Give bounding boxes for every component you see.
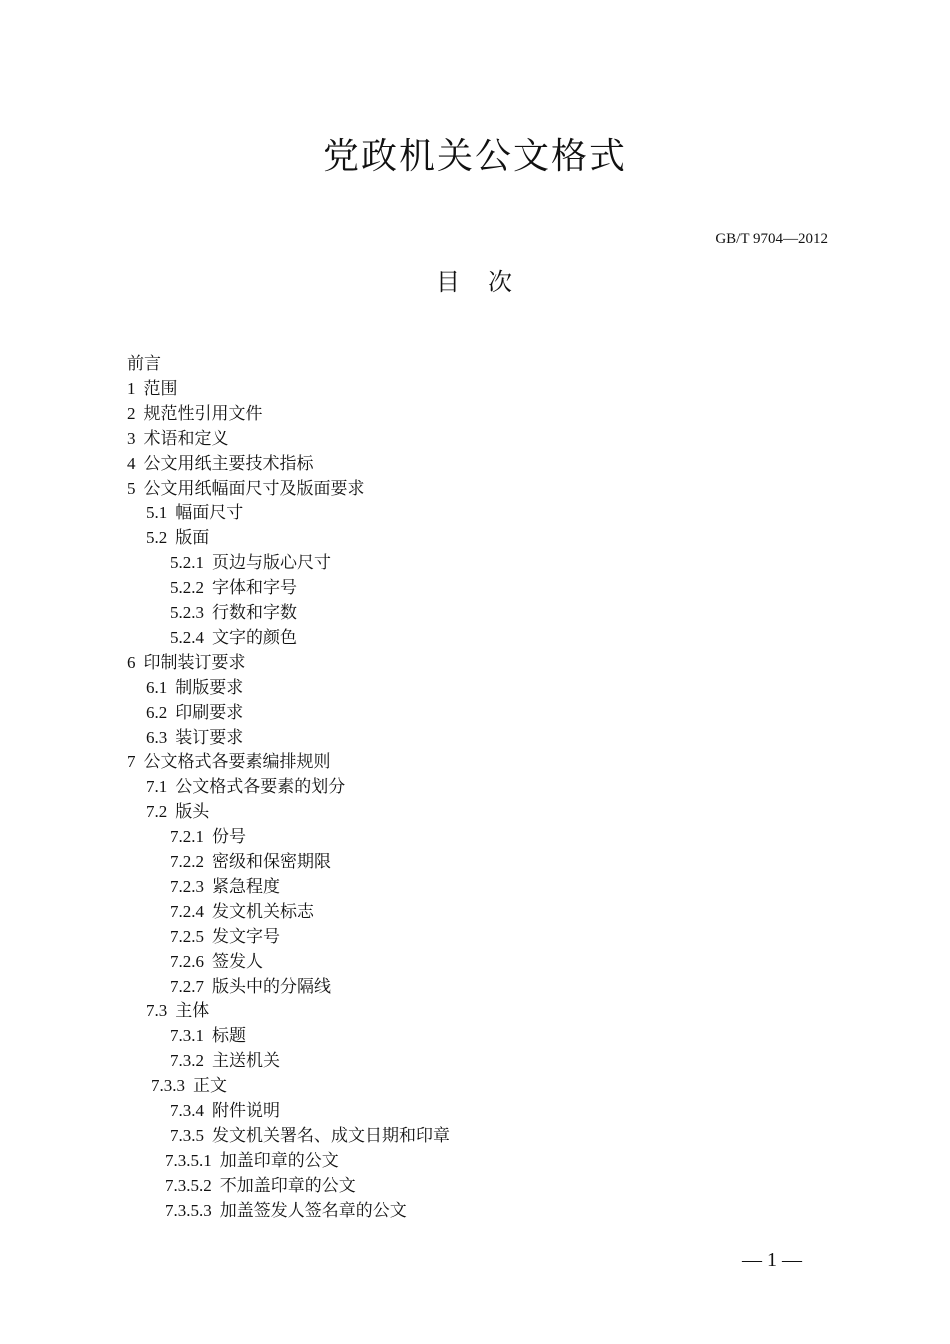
toc-entry-title: 文字的颜色 — [212, 627, 297, 648]
toc-entry-title: 印刷要求 — [175, 702, 244, 723]
toc-entry-title: 正文 — [193, 1076, 227, 1097]
toc-entry — [146, 775, 345, 799]
toc-entry — [146, 676, 243, 700]
toc-entry-title: 不加盖印章的公文 — [219, 1175, 356, 1196]
toc-entry-title: 紧急程度 — [212, 876, 280, 897]
toc-entry-number: 6 — [127, 652, 136, 672]
toc-entry-title: 公文格式各要素的划分 — [175, 777, 346, 798]
toc-entry — [127, 750, 331, 774]
toc-entry-title: 标题 — [212, 1026, 246, 1047]
toc-entry-number: 7.3 — [146, 1001, 168, 1021]
toc-entry — [127, 452, 314, 476]
toc-entry-number: 7.2 — [146, 802, 168, 822]
toc-entry-title: 规范性引用文件 — [143, 403, 263, 424]
toc-entry-title: 公文格式各要素编排规则 — [143, 752, 331, 773]
toc-entry — [170, 1099, 280, 1123]
toc-entry-number: 1 — [127, 378, 136, 398]
toc-entry-title: 页边与版心尺寸 — [212, 553, 331, 574]
toc-entry-number: 7.2.5 — [170, 926, 204, 946]
toc-entry-title: 发文机关署名、成文日期和印章 — [212, 1125, 450, 1146]
toc-entry — [170, 875, 280, 899]
toc-entry-title: 印制装订要求 — [143, 652, 246, 673]
toc-entry-number: 7.2.1 — [170, 827, 204, 847]
standard-number: GB/T 9704—2012 — [715, 231, 828, 247]
document-title: 党政机关公文格式 — [322, 136, 627, 177]
toc-entry-number: 6.2 — [146, 702, 168, 722]
toc-entry-title: 前言 — [127, 354, 161, 374]
toc-entry — [127, 651, 246, 675]
toc-entry-number: 6.3 — [146, 727, 168, 747]
toc-entry-title: 公文用纸主要技术指标 — [143, 453, 314, 474]
toc-entry-number: 5.2.1 — [170, 553, 204, 573]
toc-entry-number: 5.2 — [146, 528, 168, 548]
toc-entry-title: 加盖印章的公文 — [219, 1150, 339, 1171]
toc-entry-number: 6.1 — [146, 677, 168, 697]
toc-entry-number: 7.3.5 — [170, 1125, 204, 1145]
toc-entry-title: 签发人 — [212, 951, 263, 972]
toc-entry-title: 术语和定义 — [143, 428, 229, 449]
toc-entry-number: 5 — [127, 478, 136, 498]
toc-entry — [165, 1199, 407, 1223]
toc-entry-number: 5.2.3 — [170, 603, 204, 622]
toc-entry-number: 7.2.4 — [170, 901, 204, 921]
toc-heading: 目 次 — [436, 268, 514, 296]
toc-entry — [127, 352, 161, 376]
toc-entry — [170, 576, 297, 600]
toc-entry — [146, 701, 243, 725]
toc-entry-title: 主送机关 — [212, 1051, 280, 1072]
toc-entry-title: 字体和字号 — [212, 578, 297, 599]
toc-entry-number: 5.1 — [146, 503, 168, 523]
toc-entry-number: 5.2.4 — [170, 627, 204, 647]
toc-entry — [127, 377, 178, 401]
toc-entry-number: 7.3.3 — [151, 1076, 185, 1096]
toc-entry-title: 幅面尺寸 — [175, 503, 244, 524]
toc-entry — [170, 950, 263, 974]
toc-entry-number: 7.3.5.2 — [165, 1175, 212, 1195]
toc-entry-title: 版头中的分隔线 — [212, 976, 331, 997]
toc-entry-title: 份号 — [212, 827, 246, 848]
toc-entry — [170, 925, 280, 949]
toc-entry-number: 7.2.2 — [170, 852, 204, 871]
toc-entry-number: 7.3.5.3 — [165, 1200, 212, 1220]
toc-entry — [170, 601, 297, 625]
toc-entry — [170, 850, 331, 874]
toc-entry-number: 7.1 — [146, 777, 168, 797]
toc-entry — [170, 551, 331, 575]
toc-entry — [170, 975, 331, 999]
toc-entry-number: 3 — [127, 428, 136, 448]
toc-entry-title: 密级和保密期限 — [212, 852, 331, 872]
toc-entry — [165, 1174, 356, 1198]
page-number: — 1 — — [742, 1249, 802, 1271]
toc-entry-title: 发文机关标志 — [212, 901, 314, 922]
toc-entry — [127, 402, 263, 426]
toc-entry-title: 行数和字数 — [212, 603, 297, 623]
toc-entry-title: 装订要求 — [175, 727, 244, 748]
toc-entry-title: 附件说明 — [212, 1101, 280, 1121]
toc-entry-number: 7.3.4 — [170, 1101, 204, 1120]
toc-entry-number: 7.3.2 — [170, 1051, 204, 1071]
toc-entry — [127, 427, 229, 451]
toc-entry-number: 7.2.3 — [170, 876, 204, 896]
toc-entry-number: 7 — [127, 752, 136, 772]
toc-entry — [146, 526, 209, 550]
toc-entry — [146, 999, 209, 1023]
toc-entry — [146, 501, 243, 525]
toc-entry — [151, 1074, 227, 1098]
toc-entry-title: 公文用纸幅面尺寸及版面要求 — [143, 478, 365, 499]
toc-entry-title: 版面 — [175, 528, 210, 549]
toc-entry-number: 7.3.1 — [170, 1026, 204, 1046]
toc-entry-title: 版头 — [175, 802, 210, 823]
toc-entry-number: 7.2.7 — [170, 976, 204, 996]
toc-entry — [170, 825, 246, 849]
toc-entry-number: 4 — [127, 453, 136, 473]
toc-entry-title: 主体 — [175, 1001, 210, 1022]
toc-entry — [146, 800, 209, 824]
toc-entry — [170, 1049, 280, 1073]
toc-entry-title: 加盖签发人签名章的公文 — [219, 1200, 407, 1221]
toc-entry — [127, 477, 365, 501]
toc-entry-number: 2 — [127, 403, 136, 423]
toc-entry — [146, 726, 243, 750]
toc-entry — [170, 1124, 450, 1148]
toc-entry — [165, 1149, 339, 1173]
toc-entry-title: 制版要求 — [175, 677, 244, 698]
toc-entry — [170, 626, 297, 650]
toc-entry-number: 5.2.2 — [170, 578, 204, 598]
toc-entry-number: 7.3.5.1 — [165, 1150, 212, 1170]
toc-entry-number: 7.2.6 — [170, 951, 204, 971]
toc-entry-title: 范围 — [143, 378, 178, 399]
toc-entry — [170, 900, 314, 924]
toc-entry-title: 发文字号 — [212, 926, 280, 947]
toc-entry — [170, 1024, 246, 1048]
